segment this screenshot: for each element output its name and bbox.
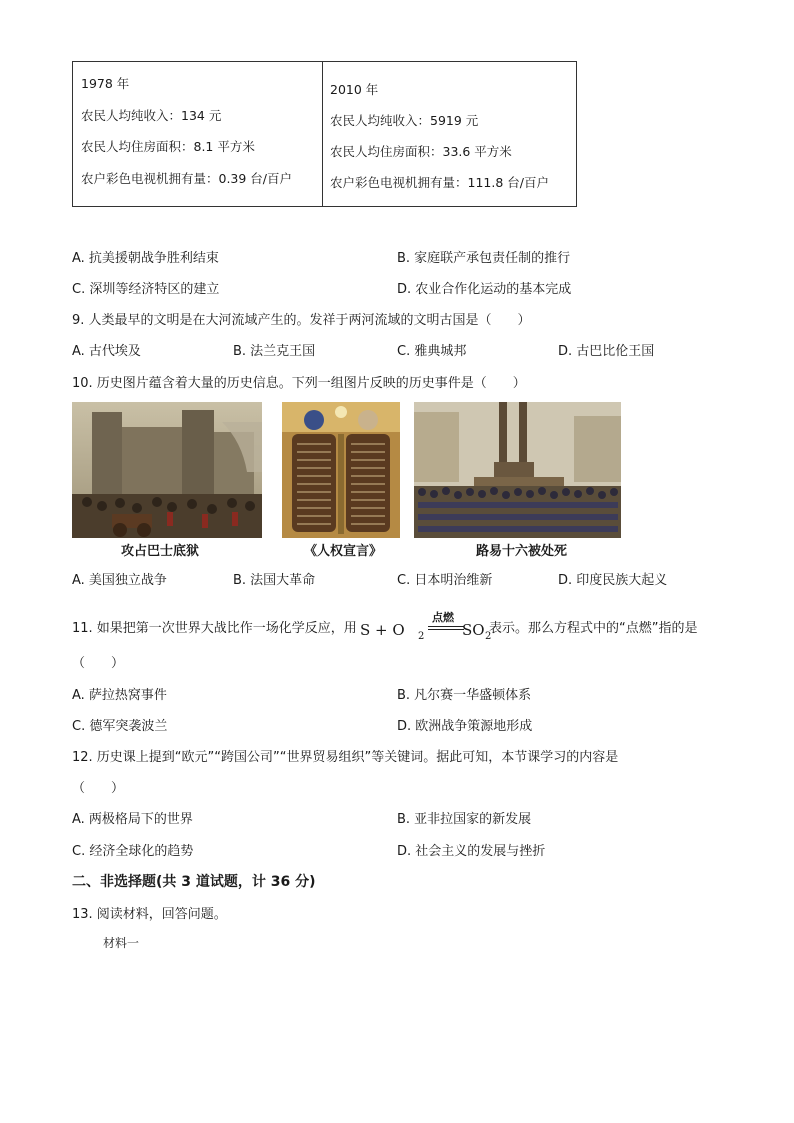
q12-option-a[interactable]: A. 两极格局下的世界 <box>72 812 193 827</box>
cell-tv: 农户彩色电视机拥有量：0.39 台/百户 <box>81 171 293 186</box>
q8-option-c[interactable]: C. 深圳等经济特区的建立 <box>72 282 220 297</box>
q10-option-d[interactable]: D. 印度民族大起义 <box>558 573 668 588</box>
caption-declaration: 《人权宣言》 <box>304 544 383 559</box>
q11-option-b[interactable]: B. 凡尔赛一华盛顿体系 <box>397 688 532 703</box>
q11-option-c[interactable]: C. 德军突袭波兰 <box>72 719 168 734</box>
q8-option-a[interactable]: A. 抗美援朝战争胜利结束 <box>72 251 219 266</box>
cell-tv: 农户彩色电视机拥有量：111.8 台/百户 <box>330 175 549 190</box>
formula-arrow-line-2 <box>428 629 464 630</box>
chemical-formula <box>356 609 492 643</box>
comparison-table <box>72 61 577 207</box>
cell-housing: 农民人均住房面积：33.6 平方米 <box>330 144 512 159</box>
formula-arrow-line-1 <box>428 626 464 627</box>
table-divider <box>322 62 323 206</box>
q10-option-c[interactable]: C. 日本明治维新 <box>397 573 493 588</box>
q11-option-d[interactable]: D. 欧洲战争策源地形成 <box>397 719 533 734</box>
q9-stem: 9. 人类最早的文明是在大河流域产生的。发祥于两河流域的文明古国是（ ） <box>72 313 531 328</box>
q11-option-a[interactable]: A. 萨拉热窝事件 <box>72 688 167 703</box>
cell-housing: 农民人均住房面积：8.1 平方米 <box>81 139 255 154</box>
q12-option-d[interactable]: D. 社会主义的发展与挫折 <box>397 844 546 859</box>
q9-option-d[interactable]: D. 古巴比伦王国 <box>558 344 655 359</box>
formula-rhs: SO <box>462 621 485 639</box>
q10-stem: 10. 历史图片蕴含着大量的历史信息。下列一组图片反映的历史事件是（ ） <box>72 376 526 391</box>
cell-income: 农民人均纯收入：134 元 <box>81 108 222 123</box>
q9-option-a[interactable]: A. 古代埃及 <box>72 344 141 359</box>
q8-option-b[interactable]: B. 家庭联产承包责任制的推行 <box>397 251 571 266</box>
q13-material-label: 材料一 <box>103 936 140 950</box>
formula-rhs-sub: 2 <box>485 631 492 642</box>
q10-option-a[interactable]: A. 美国独立战争 <box>72 573 167 588</box>
q9-option-b[interactable]: B. 法兰克王国 <box>233 344 316 359</box>
declaration-image <box>282 402 400 538</box>
q12-option-c[interactable]: C. 经济全球化的趋势 <box>72 844 194 859</box>
q11-paren: （ ） <box>72 656 125 671</box>
q13-stem: 13. 阅读材料，回答问题。 <box>72 907 227 922</box>
cell-year: 2010 年 <box>330 82 379 97</box>
q10-option-b[interactable]: B. 法国大革命 <box>233 573 316 588</box>
q11-stem-before: 11. 如果把第一次世界大战比作一场化学反应，用 <box>72 621 357 636</box>
cell-income: 农民人均纯收入：5919 元 <box>330 113 479 128</box>
bastille-image <box>72 402 262 538</box>
execution-image <box>414 402 621 538</box>
formula-lhs-sub: 2 <box>418 631 425 642</box>
q12-stem: 12. 历史课上提到“欧元”“跨国公司”“世界贸易组织”等关键词。据此可知，本节课学习的内容是 <box>72 750 619 765</box>
q8-option-d[interactable]: D. 农业合作化运动的基本完成 <box>397 282 572 297</box>
q12-option-b[interactable]: B. 亚非拉国家的新发展 <box>397 812 532 827</box>
caption-bastille: 攻占巴士底狱 <box>121 544 200 559</box>
caption-execution: 路易十六被处死 <box>476 544 568 559</box>
cell-year: 1978 年 <box>81 76 130 91</box>
q12-paren: （ ） <box>72 781 125 796</box>
formula-condition: 点燃 <box>432 611 454 624</box>
q11-stem-after: 表示。那么方程式中的“点燃”指的是 <box>489 621 698 636</box>
formula-lhs: S + O <box>360 621 405 639</box>
q9-option-c[interactable]: C. 雅典城邦 <box>397 344 467 359</box>
section-heading: 二、非选择题(共 3 道试题，计 36 分) <box>72 874 316 890</box>
